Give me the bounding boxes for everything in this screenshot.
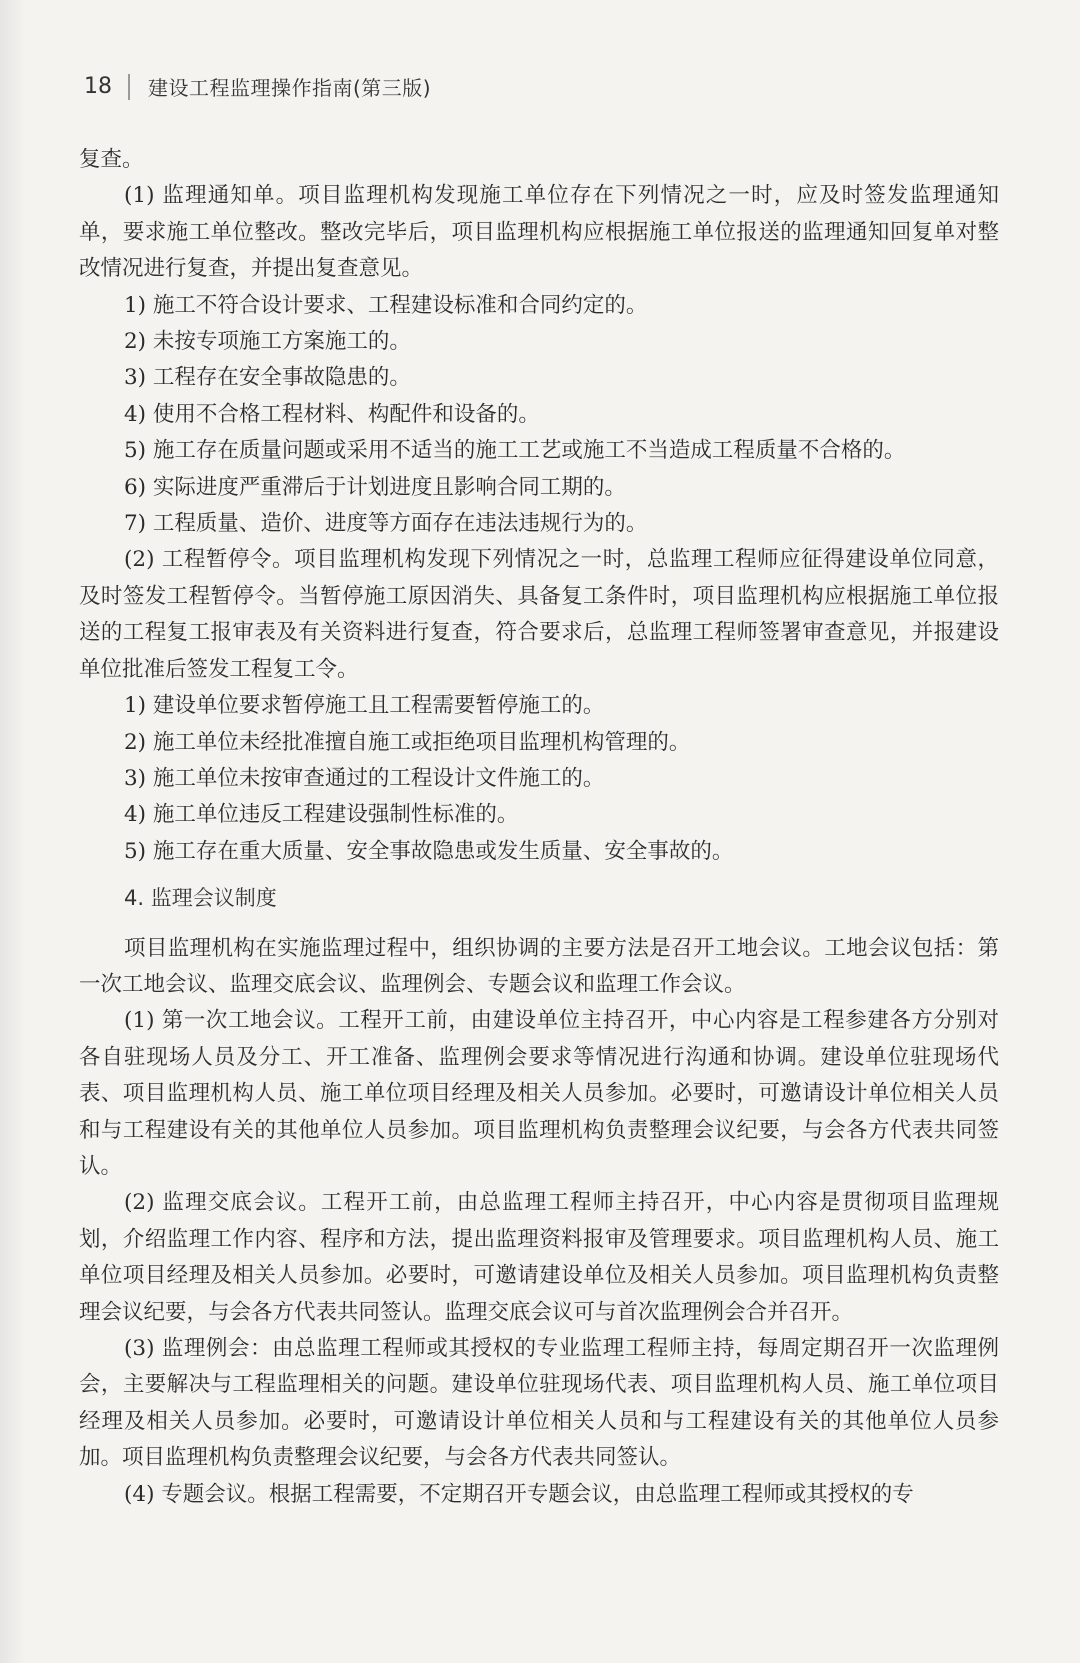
paragraph: 4) 施工单位违反工程建设强制性标准的。	[124, 802, 519, 828]
paragraph: 7) 工程质量、造价、进度等方面存在违法违规行为的。	[124, 511, 648, 537]
paragraph: (1) 监理通知单。项目监理机构发现施工单位存在下列情况之一时，应及时签发监理通知单，要求施工单位整改。整改完毕后，项目监理机构应根据施工单位报送的监理通知回复单对整改情况进行复查，并提出复查意见。	[79, 183, 999, 282]
header-divider	[128, 74, 130, 100]
paragraph: 3) 工程存在安全事故隐患的。	[124, 365, 411, 391]
page-body	[79, 142, 999, 1513]
paragraph-block-1	[79, 142, 999, 870]
page-number: 18	[84, 74, 112, 99]
book-title: 建设工程监理操作指南(第三版)	[148, 76, 432, 100]
paragraph: (2) 监理交底会议。工程开工前，由总监理工程师主持召开，中心内容是贯彻项目监理规划，介绍监理工作内容、程序和方法，提出监理资料报审及管理要求。项目监理机构人员、施工单位项目经理及相关人员参加。必要时，可邀请建设单位及相关人员参加。项目监理机构负责整理会议纪要，与会各方代表共同签认。监理交底会议可与首次监理例会合并召开。	[79, 1190, 999, 1325]
paragraph: (3) 监理例会：由总监理工程师或其授权的专业监理工程师主持，每周定期召开一次监理例会，主要解决与工程监理相关的问题。建设单位驻现场代表、项目监理机构人员、施工单位项目经理及相关人员参加。必要时，可邀请设计单位相关人员和与工程建设有关的其他单位人员参加。项目监理机构负责整理会议纪要，与会各方代表共同签认。	[79, 1336, 999, 1471]
paragraph: 6) 实际进度严重滞后于计划进度且影响合同工期的。	[124, 474, 626, 500]
paragraph: 2) 施工单位未经批准擅自施工或拒绝项目监理机构管理的。	[124, 729, 691, 755]
section-heading: 4. 监理会议制度	[124, 886, 277, 911]
paragraph: (1) 第一次工地会议。工程开工前，由建设单位主持召开，中心内容是工程参建各方分别对各自驻现场人员及分工、开工准备、监理例会要求等情况进行沟通和协调。建设单位驻现场代表、项目监理机构人员、施工单位项目经理及相关人员参加。必要时，可邀请设计单位相关人员和与工程建设有关的其他单位人员参加。项目监理机构负责整理会议纪要，与会各方代表共同签认。	[79, 1008, 999, 1179]
paragraph: 1) 建设单位要求暂停施工且工程需要暂停施工的。	[124, 693, 605, 719]
paragraph: (4) 专题会议。根据工程需要，不定期召开专题会议，由总监理工程师或其授权的专	[124, 1481, 914, 1507]
paragraph: 3) 施工单位未按审查通过的工程设计文件施工的。	[124, 765, 605, 791]
paragraph: 2) 未按专项施工方案施工的。	[124, 329, 411, 355]
paragraph: 1) 施工不符合设计要求、工程建设标准和合同约定的。	[124, 292, 648, 318]
paragraph: 复查。	[79, 147, 144, 172]
paragraph: 4) 使用不合格工程材料、构配件和设备的。	[124, 401, 540, 427]
paragraph: 项目监理机构在实施监理过程中，组织协调的主要方法是召开工地会议。工地会议包括：第一次工地会议、监理交底会议、监理例会、专题会议和监理工作会议。	[79, 935, 999, 997]
paragraph-block-2	[79, 931, 999, 1514]
paragraph: (2) 工程暂停令。项目监理机构发现下列情况之一时，总监理工程师应征得建设单位同意，及时签发工程暂停令。当暂停施工原因消失、具备复工条件时，项目监理机构应根据施工单位报送的工程复工报审表及有关资料进行复查，符合要求后，总监理工程师签署审查意见，并报建设单位批准后签发工程复工令。	[79, 547, 999, 682]
page-edge-shadow	[0, 0, 26, 1663]
paragraph: 5) 施工存在重大质量、安全事故隐患或发生质量、安全事故的。	[124, 838, 734, 864]
paragraph: 5) 施工存在质量问题或采用不适当的施工工艺或施工不当造成工程质量不合格的。	[124, 438, 906, 464]
page-header	[84, 72, 431, 101]
